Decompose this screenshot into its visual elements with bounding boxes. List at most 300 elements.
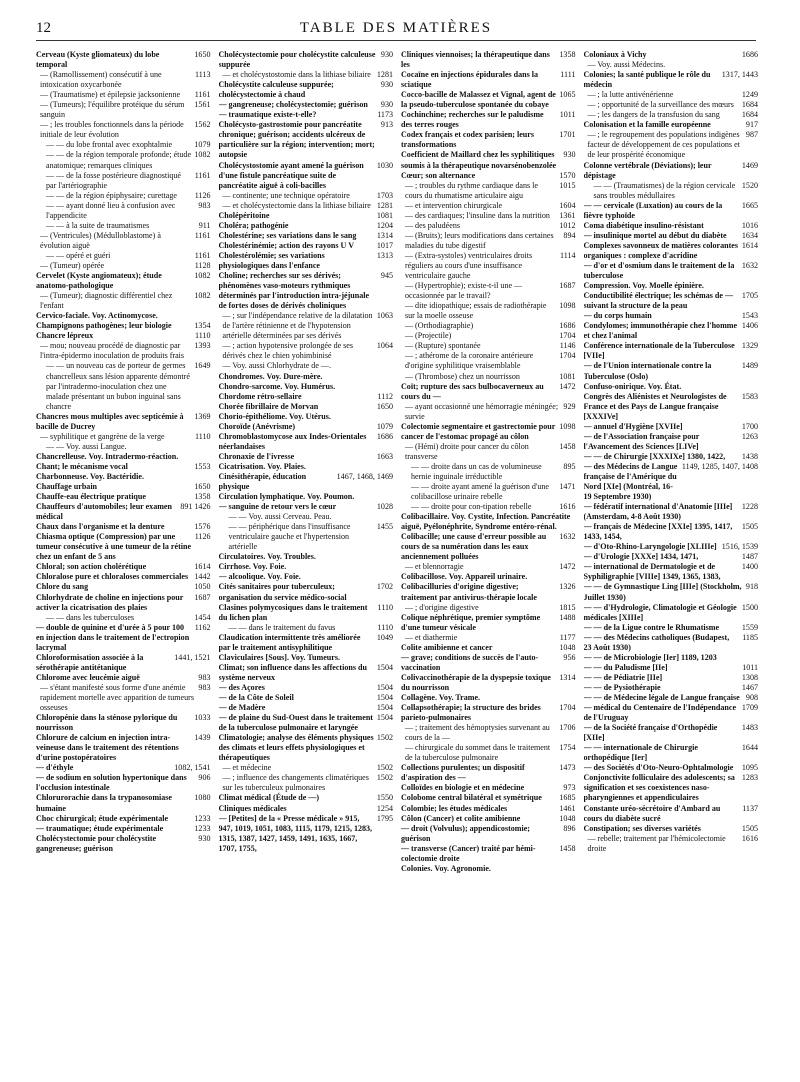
index-entry	[219, 492, 394, 502]
index-entry	[36, 341, 211, 361]
index-entry	[219, 361, 394, 371]
index-entry	[401, 703, 576, 723]
index-entry	[584, 311, 759, 321]
entry-page: 1358	[559, 50, 576, 59]
index-entry	[36, 814, 211, 824]
index-entry	[219, 211, 394, 221]
entry-page: 1228	[741, 502, 758, 512]
entry-page: 945	[380, 271, 393, 281]
index-entry	[219, 653, 394, 663]
entry-page: 1516, 1539	[721, 542, 758, 552]
index-entry	[584, 552, 759, 562]
entry-page: 1011	[559, 110, 576, 120]
entry-text: — ; la lutte antivénérienne	[587, 90, 674, 100]
index-entry	[401, 402, 576, 422]
index-entry	[401, 382, 576, 402]
entry-text: — — de Pédiatrie [IIe]	[583, 672, 663, 682]
index-entry	[584, 201, 759, 221]
entry-text: Coloniaux à Vichy	[583, 50, 647, 59]
entry-text: — d'Urologie [XXXe] 1434, 1471,	[583, 552, 699, 562]
entry-page: 1012	[559, 220, 576, 230]
entry-text: Conductibilité électrique; les schémas de — suivant la structure de la peau	[583, 291, 734, 311]
entry-text: — — opéré et guéri	[46, 250, 111, 260]
index-entry	[36, 331, 211, 341]
entry-text: Clasines polymycosiques dans le traitement du lichen plan	[218, 602, 368, 622]
entry-page: 891 1426	[180, 502, 211, 512]
index-entry	[584, 562, 759, 582]
entry-page: 1561	[194, 100, 211, 110]
entry-page: 1011	[742, 662, 758, 672]
entry-page: 1467	[741, 682, 758, 692]
index-entry	[401, 804, 576, 814]
entry-page: 1048	[559, 813, 576, 823]
index-entry	[584, 161, 759, 181]
entry-text: — (Thrombose) chez un nourrisson	[405, 371, 520, 381]
index-entry	[36, 472, 211, 482]
entry-text: Chordome rétro-sellaire	[218, 391, 302, 401]
index-entry	[36, 683, 211, 713]
index-entry	[219, 633, 394, 653]
entry-text: Compression. Voy. Moelle épinière.	[583, 281, 704, 291]
entry-page: 1500	[741, 602, 758, 612]
entry-page: 1504	[376, 713, 393, 723]
entry-text: — droit (Volvulus); appendicostomie; guérison	[401, 823, 530, 843]
entry-text: Chondromes. Voy. Dure-mère.	[218, 371, 323, 381]
index-columns	[36, 50, 758, 1075]
entry-page: 1028	[376, 502, 393, 512]
index-entry	[584, 130, 759, 160]
entry-page: 1126	[194, 532, 211, 542]
index-entry	[401, 281, 576, 301]
index-entry	[36, 261, 211, 271]
entry-page: 1650	[194, 482, 211, 492]
entry-text: Chloroformisation associée à la sérothérapie antitétanique	[36, 652, 144, 672]
entry-page: 1128	[194, 260, 211, 270]
entry-text: — ; d'origine digestive	[405, 602, 479, 612]
entry-text: — de la Côte de Soleil	[218, 693, 294, 702]
entry-page: 1016	[741, 220, 758, 230]
entry-page: 1354	[194, 321, 211, 331]
entry-text: Chromoblastomycose aux Indes-Orientales néerlandaises	[218, 431, 367, 451]
entry-page: 983	[198, 200, 211, 210]
entry-page: 1704	[559, 331, 576, 341]
entry-text: — de plaine du Sud-Ouest dans le traitement de la tuberculose pulmonaire et laryngée	[218, 713, 373, 733]
index-entry	[36, 502, 211, 522]
index-entry	[401, 814, 576, 824]
entry-page: 1438	[741, 451, 758, 461]
index-entry	[584, 382, 759, 392]
entry-page: 1017	[376, 240, 393, 250]
entry-page: 1704	[559, 351, 576, 361]
entry-page: 1550	[376, 793, 393, 803]
entry-text: — — droite pour con-tipation rebelle	[411, 502, 532, 512]
entry-text: Coït; rupture des sacs bulbocaverneux au cours du —	[401, 381, 544, 401]
entry-page: 1701	[559, 130, 576, 140]
index-entry	[219, 241, 394, 251]
entry-page: 1114	[560, 250, 576, 260]
entry-page: 1281	[376, 200, 393, 210]
entry-page: 1632	[741, 260, 758, 270]
entry-text: — — du Paludisme [IIe]	[583, 662, 668, 672]
index-entry	[36, 271, 211, 291]
entry-page: 1488	[559, 612, 576, 622]
entry-text: Chancre lépreux	[36, 331, 94, 341]
entry-page: 1644	[741, 743, 758, 753]
entry-text: — et blennorragie	[405, 562, 464, 572]
entry-text: — alcoolique. Voy. Foie.	[218, 572, 301, 582]
index-entry	[219, 663, 394, 683]
index-entry	[401, 532, 576, 562]
index-entry	[219, 512, 394, 522]
entry-page: 1064	[376, 341, 393, 351]
entry-page: 1442	[194, 572, 211, 582]
index-entry	[401, 633, 576, 643]
entry-page: 1015	[559, 180, 576, 190]
index-entry	[36, 572, 211, 582]
entry-page: 1570	[559, 170, 576, 180]
entry-page: 918	[745, 582, 758, 592]
index-entry	[219, 763, 394, 773]
entry-text: Chloral; son action cholérétique	[36, 562, 147, 572]
entry-text: — de sodium en solution hypertonique dans l'occlusion intestinale	[36, 773, 187, 793]
index-entry	[401, 743, 576, 763]
entry-page: 1065	[559, 90, 576, 100]
index-entry	[584, 542, 759, 552]
index-entry	[36, 191, 211, 201]
entry-page: 1583	[741, 391, 758, 401]
index-entry	[36, 834, 211, 854]
entry-text: Chlorhydrate de choline en injections pour activer la cicatrisation des plaies	[36, 592, 184, 612]
entry-page: 1185	[742, 632, 758, 642]
entry-page: 1614	[194, 562, 211, 572]
entry-text: Colibacille; une cause d'erreur possible au cours de sa numération dans les eaux anciennement polluées	[401, 532, 547, 562]
entry-text: Chlorome avec leucémie aiguë	[36, 672, 140, 682]
entry-page: 1559	[741, 622, 758, 632]
entry-text: Cholécysto-gastrostomie pour pancréatite chronique; guérison; accidents ulcéreux de particulière sur la région; intervention; mort; autopsie	[218, 120, 375, 160]
entry-text: Chloralose pure et chloraloses commerciales	[36, 572, 189, 582]
index-entry	[219, 70, 394, 80]
index-entry	[219, 522, 394, 552]
entry-page: 1033	[194, 713, 211, 723]
entry-text: Chronaxie de l'ivresse	[218, 451, 295, 461]
entry-text: — (Tumeur); diagnostic différentiel chez l'enfant	[40, 291, 173, 311]
entry-page: 1308	[741, 672, 758, 682]
index-entry	[584, 341, 759, 361]
entry-text: Congrès des Aliénistes et Neurologistes de France et des Pays de Langue française [XXXIVe]	[583, 391, 727, 421]
index-entry	[584, 241, 759, 261]
index-entry	[584, 50, 759, 60]
entry-text: — du corps humain	[583, 311, 652, 321]
index-entry	[401, 572, 576, 582]
index-entry	[219, 251, 394, 271]
index-entry	[401, 512, 576, 532]
index-entry	[219, 402, 394, 412]
index-entry	[36, 291, 211, 311]
index-entry	[584, 281, 759, 291]
index-entry	[36, 231, 211, 251]
entry-page: 1634	[741, 230, 758, 240]
entry-page: 1439	[194, 733, 211, 743]
entry-page: 1469	[741, 160, 758, 170]
index-entry	[401, 643, 576, 653]
entry-text: — de la Société française d'Orthopédie [XIIe]	[583, 723, 718, 743]
entry-page: 1461	[559, 803, 576, 813]
entry-page: 1233	[194, 823, 211, 833]
entry-text: — d'Oto-Rhino-Laryngologie [XLIIIe]	[583, 542, 717, 552]
entry-page: 1505	[741, 522, 758, 532]
entry-text: — (Hypertrophie); existe-t-il une — occasionnée par le travail?	[405, 281, 523, 301]
entry-text: Codex français et codex parisien; leurs transformations	[401, 130, 534, 150]
index-entry	[36, 171, 211, 191]
index-entry	[584, 633, 759, 653]
index-entry	[36, 532, 211, 562]
index-entry	[219, 733, 394, 763]
entry-text: Colique néphrétique, premier symptôme d'une tumeur vésicale	[401, 612, 541, 632]
index-entry	[36, 251, 211, 261]
index-entry	[36, 201, 211, 221]
entry-text: — et diathermie	[405, 632, 458, 642]
entry-page: 973	[563, 783, 576, 793]
index-entry	[584, 824, 759, 834]
entry-page: 930	[563, 150, 576, 160]
index-entry	[401, 231, 576, 251]
entry-page: 1162	[194, 622, 211, 632]
entry-page: 956	[563, 652, 576, 662]
entry-text: — double de quinine et d'urée à 5 pour 100 en injection dans le traitement de l'ectropion lacrymal	[36, 622, 190, 652]
index-entry	[401, 201, 576, 211]
entry-text: — ; les dangers de la transfusion du sang	[587, 110, 720, 120]
index-entry	[584, 623, 759, 633]
entry-text: Choléra; pathogénie	[218, 220, 289, 230]
entry-page: 911	[198, 220, 211, 230]
entry-page: 908	[745, 693, 758, 702]
entry-page: 1687	[559, 281, 576, 291]
index-entry	[36, 462, 211, 472]
entry-page: 983	[198, 672, 211, 682]
entry-text: Chorio-épithéliome. Voy. Utérus.	[218, 411, 331, 421]
entry-text: — — de Médecine légale de Langue française	[583, 693, 740, 702]
index-entry	[219, 372, 394, 382]
entry-text: — — des Médecins catholiques (Budapest, 23 Août 1930)	[583, 632, 730, 652]
entry-page: 1177	[559, 632, 576, 642]
entry-page: 1795	[376, 813, 393, 823]
index-entry	[219, 201, 394, 211]
entry-text: — — de Pysiothérapie	[583, 682, 661, 692]
index-entry	[401, 723, 576, 743]
entry-text: — Voy. aussi Chlorhydrate de —.	[222, 361, 331, 371]
index-entry	[219, 392, 394, 402]
entry-page: 1329	[741, 341, 758, 351]
entry-text: Condylomes; immunothérapie chez l'homme et chez l'animal	[583, 321, 738, 341]
index-column-2	[219, 50, 394, 1075]
entry-text: — — un nouveau cas de porteur de germes chancrelleux sans lésion apparente démontré par l'intradermo-inoculation chez une malade présentant un bubon inguinal sans chancre	[46, 361, 190, 411]
index-entry	[401, 462, 576, 482]
entry-text: — — dans les tuberculoses	[46, 612, 135, 622]
entry-page: 1111	[560, 70, 576, 80]
entry-page: 930	[380, 100, 393, 110]
index-entry	[401, 673, 576, 693]
index-entry	[36, 70, 211, 90]
entry-page: 1079	[376, 421, 393, 431]
entry-text: — — de la fosse postérieure diagnostiqué par l'artériographie	[46, 170, 181, 190]
entry-text: Côlon (Cancer) et colite amibienne	[401, 813, 521, 823]
entry-text: — rebelle; traitement par l'hémicolectomie droite	[587, 833, 726, 853]
index-entry	[36, 221, 211, 231]
entry-text: — (Traumatisme) et épilepsie jacksonienne	[40, 90, 181, 100]
index-entry	[401, 70, 576, 90]
index-entry	[219, 502, 394, 512]
entry-text: — traumatique existe-t-elle?	[218, 110, 317, 120]
entry-page: 1263	[741, 431, 758, 441]
entry-text: Circulation lymphatique. Voy. Poumon.	[218, 492, 355, 502]
entry-text: Constante uréo-sécrétoire d'Ambard au cours du diabète sucré	[583, 803, 721, 823]
entry-page: 1576	[194, 522, 211, 532]
entry-text: — s'étant manifesté sous forme d'une anémie rapidement mortelle avec apparition de tumeurs osseuses	[40, 682, 194, 713]
entry-text: — insulinique mortel au début du diabète	[583, 230, 727, 240]
index-entry	[584, 90, 759, 100]
entry-text: Climatologie; analyse des éléments physiques des climats et leurs effets physiologiques et thérapeutiques	[218, 733, 374, 763]
index-entry	[219, 341, 394, 361]
index-entry	[36, 150, 211, 170]
entry-page: 1393	[194, 341, 211, 351]
entry-page: 1113	[195, 70, 211, 80]
entry-text: — — Voy. aussi Cerveau. Peau.	[228, 512, 332, 522]
index-entry	[584, 743, 759, 763]
entry-page: 1815	[559, 602, 576, 612]
entry-page: 1489	[741, 361, 758, 371]
entry-text: — — Voy. aussi Langue.	[46, 441, 127, 451]
entry-page: 1048	[559, 642, 576, 652]
entry-text: Colibacillaire. Voy. Cystite, Infection. Pancréatite aiguë, Pyélonéphrite, Syndrome entéro-rénal.	[401, 512, 571, 532]
entry-page: 1703	[376, 190, 393, 200]
index-entry	[401, 763, 576, 783]
header-rule	[36, 40, 756, 41]
index-entry	[401, 422, 576, 442]
index-entry	[219, 452, 394, 462]
entry-page: 1686	[559, 321, 576, 331]
index-entry	[36, 824, 211, 834]
entry-page: 1314	[559, 672, 576, 682]
entry-text: — chirurgicale du sommet dans le traitement de la tuberculose pulmonaire	[405, 743, 551, 763]
entry-page: 1685	[559, 793, 576, 803]
index-entry	[584, 261, 759, 281]
entry-text: Colivaccinothérapie de la dyspepsie toxique du nourrisson	[401, 672, 551, 692]
entry-text: Conférence internationale de la Tuberculose [VIIe]	[583, 341, 735, 361]
entry-text: — d'éthyle	[36, 763, 74, 773]
entry-page: 930	[198, 833, 211, 843]
index-entry	[219, 120, 394, 160]
index-entry	[401, 372, 576, 382]
entry-text: Collapsothérapie; la structure des brides parieto-pulmonaires	[401, 703, 541, 723]
entry-text: Circulatoires. Voy. Troubles.	[218, 552, 316, 562]
entry-page: 1487	[741, 552, 758, 562]
index-entry	[36, 50, 211, 70]
entry-text: — (Projectile)	[405, 331, 452, 341]
entry-page: 1050	[194, 582, 211, 592]
entry-text: Cervelet (Kyste angiomateux); étude anatomo-pathologique	[36, 271, 162, 291]
entry-text: — annuel d'Hygiène [XVIIe]	[583, 421, 683, 431]
index-entry	[401, 251, 576, 281]
entry-text: Collections purulentes; un dispositif d'aspiration des —	[401, 763, 525, 783]
entry-text: — ; sur l'indépendance relative de la dilatation de l'artère rétinienne et de l'hypotension artérielle déterminées par ses dérivés	[222, 311, 373, 341]
entry-text: Choroïde (Anévrisme)	[218, 421, 296, 431]
entry-page: 1173	[377, 110, 393, 120]
entry-page: 1604	[559, 200, 576, 210]
entry-page: 1700	[741, 421, 758, 431]
entry-page: 1098	[559, 301, 576, 311]
entry-page: 906	[198, 773, 211, 783]
entry-text: Cholestérine; ses variations dans le sang	[218, 230, 357, 240]
entry-page: 1095	[741, 763, 758, 773]
index-entry	[219, 623, 394, 633]
entry-page: 1146	[559, 341, 576, 351]
entry-page: 1553	[194, 461, 211, 471]
entry-text: Colonne vertébrale (Déviations); leur dépistage	[583, 160, 712, 180]
index-entry	[401, 864, 576, 874]
index-entry	[36, 442, 211, 452]
entry-page: 1454	[194, 612, 211, 622]
index-entry	[219, 432, 394, 452]
index-entry	[36, 773, 211, 793]
index-entry	[584, 321, 759, 341]
index-entry	[401, 562, 576, 572]
index-entry	[584, 392, 759, 422]
index-entry	[219, 231, 394, 241]
index-entry	[584, 291, 759, 311]
index-entry	[584, 804, 759, 824]
index-entry	[401, 341, 576, 351]
entry-page: 917	[745, 120, 758, 130]
index-entry	[36, 763, 211, 773]
entry-text: Colloïdes en biologie et en médecine	[401, 783, 525, 793]
entry-text: Cirrhose. Voy. Foie.	[218, 562, 287, 572]
entry-page: 1665	[741, 200, 758, 210]
entry-text: — — de Gymnastique Ling [IIIe] (Stockholm, Juillet 1930)	[583, 582, 742, 602]
entry-text: Colombie; les études médicales	[401, 803, 508, 813]
entry-page: 1079	[194, 140, 211, 150]
entry-page: 1110	[377, 622, 393, 632]
index-entry	[219, 814, 394, 854]
entry-page: 1543	[741, 311, 758, 321]
index-entry	[584, 462, 759, 502]
index-entry	[219, 693, 394, 703]
entry-text: Chant; le mécanisme vocal	[36, 461, 128, 471]
entry-page: 1504	[376, 693, 393, 702]
entry-page: 1283	[741, 773, 758, 783]
index-entry	[401, 793, 576, 803]
entry-page: 1616	[741, 833, 758, 843]
entry-text: — ; troubles du rythme cardiaque dans le cours du rhumatisme articulaire aigu	[405, 180, 538, 200]
entry-text: Chauffage urbain	[36, 482, 98, 492]
entry-page: 1472	[559, 562, 576, 572]
entry-text: Cicatrisation. Voy. Plaies.	[218, 461, 306, 471]
index-entry	[584, 703, 759, 723]
index-entry	[584, 60, 759, 70]
entry-text: Choc chirurgical; étude expérimentale	[36, 813, 169, 823]
entry-text: Cochinchine; recherches sur le paludisme des terres rouges	[401, 110, 544, 130]
entry-page: 1702	[376, 582, 393, 592]
index-entry	[401, 482, 576, 502]
index-column-4	[584, 50, 759, 1075]
index-entry	[401, 331, 576, 341]
entry-text: — (Bruits); leurs modifications dans certaines maladies du tube digestif	[405, 230, 554, 250]
entry-page: 1063	[376, 311, 393, 321]
entry-text: Colonies. Voy. Agronomie.	[401, 863, 491, 873]
entry-text: — — dans le traitement du favus	[228, 622, 336, 632]
index-entry	[584, 221, 759, 231]
entry-page: 1562	[194, 120, 211, 130]
index-entry	[401, 693, 576, 703]
